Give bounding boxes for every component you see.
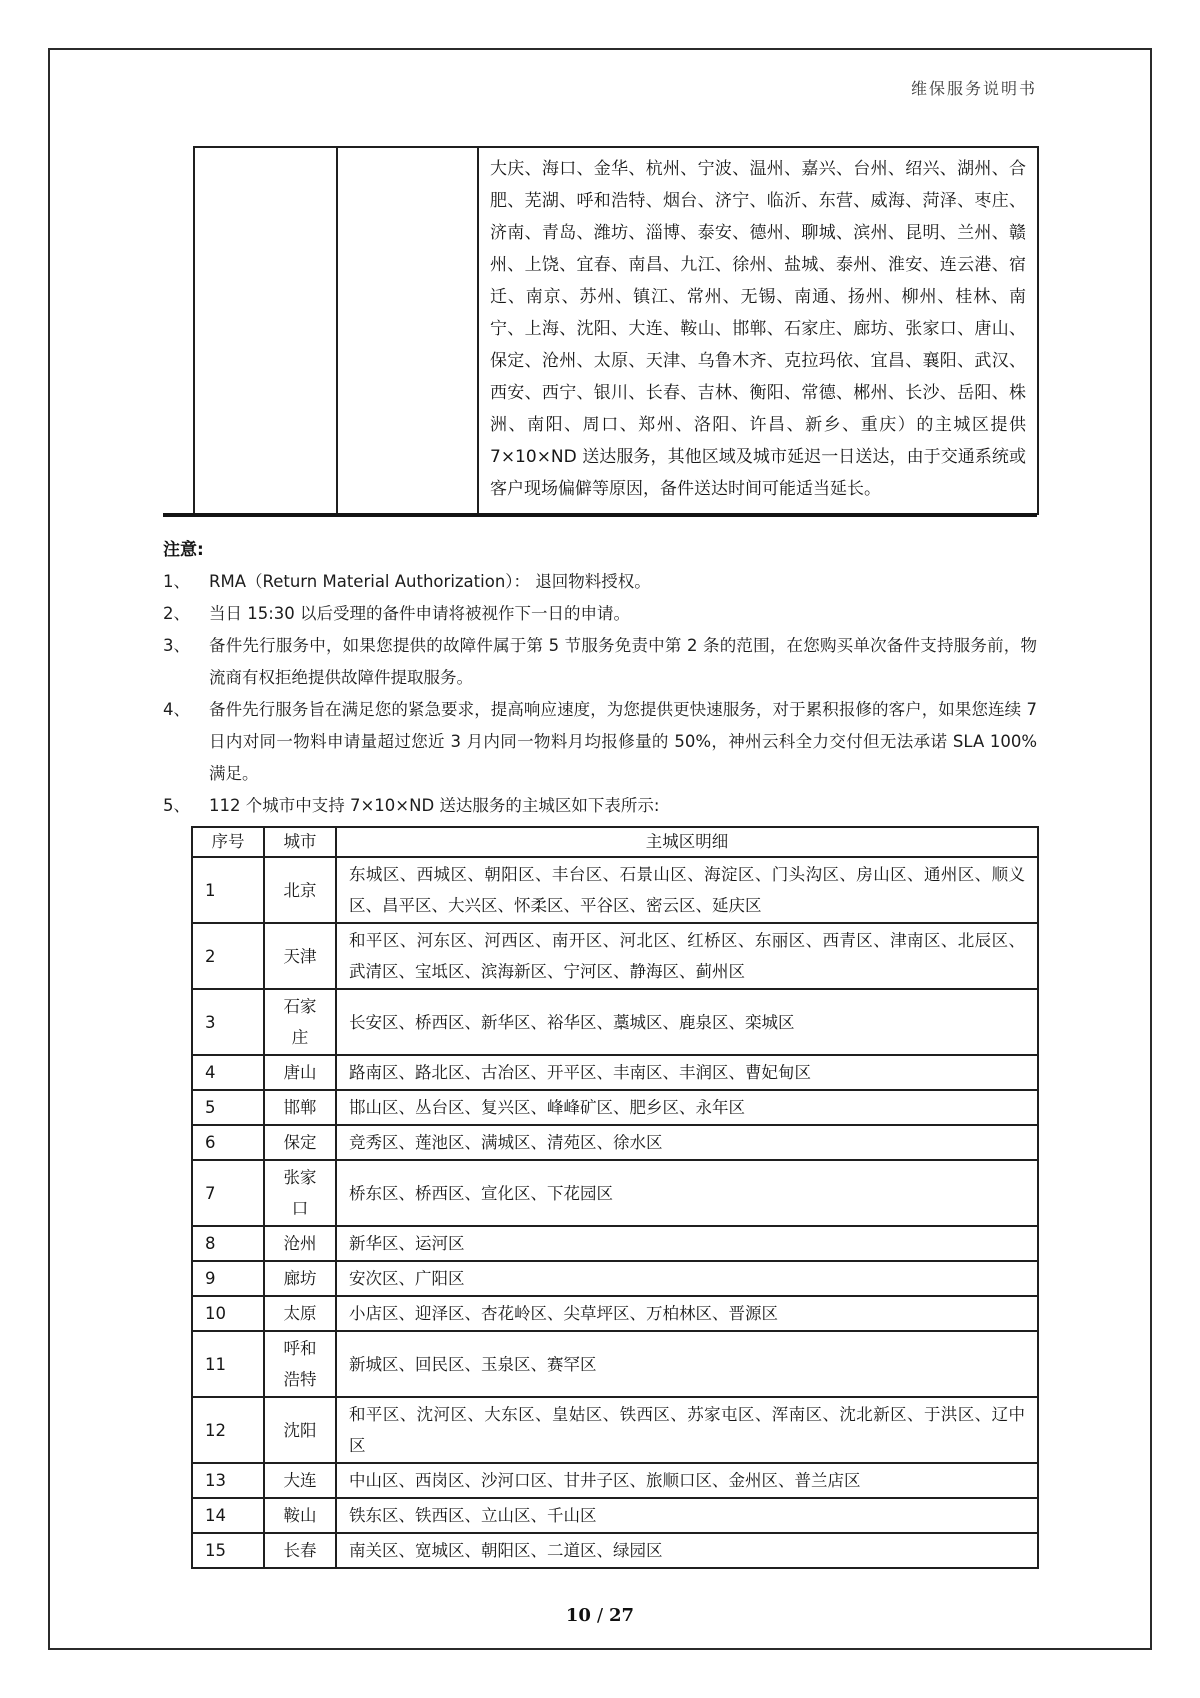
table-row — [192, 1463, 1038, 1498]
spare-cities-cell: 大庆、海口、金华、杭州、宁波、温州、嘉兴、台州、绍兴、湖州、合肥、芜湖、呼和浩特、烟台、济宁、临沂、东营、威海、菏泽、枣庄、济南、青岛、潍坊、淄博、泰安、德州、聊城、滨州、昆明、兰州、赣州、上饶、宜春、南昌、九江、徐州、盐城、泰州、淮安、连云港、宿迁、南京、苏州、镇江、常州、无锡、南通、扬州、柳州、桂林、南宁、上海、沈阳、大连、鞍山、邯郸、石家庄、廊坊、张家口、唐山、保定、沧州、太原、天津、乌鲁木齐、克拉玛依、宜昌、襄阳、武汉、西安、西宁、银川、长春、吉林、衡阳、常德、郴州、长沙、岳阳、株洲、南阳、周口、郑州、洛阳、许昌、新乡、重庆）的主城区提供 7×10×ND 送达服务，其他区域及城市延迟一日送达，由于交通系统或客户现场偏僻等原因，备件送达时间可能适当延长。 — [478, 147, 1038, 514]
districts-cell: 和平区、河东区、河西区、南开区、河北区、红桥区、东丽区、西青区、津南区、北辰区、武清区、宝坻区、滨海新区、宁河区、静海区、蓟州区 — [336, 923, 1038, 989]
row-number-cell: 7 — [192, 1160, 264, 1226]
table-row — [192, 1498, 1038, 1533]
districts-cell: 桥东区、桥西区、宣化区、下花园区 — [336, 1160, 1038, 1226]
districts-cell: 和平区、沈河区、大东区、皇姑区、铁西区、苏家屯区、浑南区、沈北新区、于洪区、辽中区 — [336, 1397, 1038, 1463]
empty-cell — [194, 147, 337, 514]
districts-cell: 中山区、西岗区、沙河口区、甘井子区、旅顺口区、金州区、普兰店区 — [336, 1463, 1038, 1498]
row-number-cell: 13 — [192, 1463, 264, 1498]
table-row — [192, 1533, 1038, 1568]
empty-cell — [337, 147, 478, 514]
total-pages: 27 — [609, 1605, 635, 1626]
column-header-no: 序号 — [192, 827, 264, 857]
table-row — [192, 923, 1038, 989]
table-row — [192, 1090, 1038, 1125]
note-text: 112 个城市中支持 7×10×ND 送达服务的主城区如下表所示: — [209, 796, 660, 815]
note-number: 2、 — [163, 604, 190, 623]
row-number-cell: 9 — [192, 1261, 264, 1296]
note-number: 4、 — [163, 700, 190, 719]
city-cell: 鞍山 — [264, 1498, 336, 1533]
row-number-cell: 11 — [192, 1331, 264, 1397]
row-number-cell: 12 — [192, 1397, 264, 1463]
districts-cell: 新城区、回民区、玉泉区、赛罕区 — [336, 1331, 1038, 1397]
districts-cell: 南关区、宽城区、朝阳区、二道区、绿园区 — [336, 1533, 1038, 1568]
districts-cell: 长安区、桥西区、新华区、裕华区、藁城区、鹿泉区、栾城区 — [336, 989, 1038, 1055]
districts-cell: 竞秀区、莲池区、满城区、清苑区、徐水区 — [336, 1125, 1038, 1160]
districts-cell: 安次区、广阳区 — [336, 1261, 1038, 1296]
city-cell: 沧州 — [264, 1226, 336, 1261]
note-number: 1、 — [163, 572, 190, 591]
lower-content — [163, 513, 1037, 1626]
city-cell: 石家庄 — [264, 989, 336, 1055]
note-item — [163, 566, 1037, 598]
row-number-cell: 8 — [192, 1226, 264, 1261]
note-item — [163, 598, 1037, 630]
note-item — [163, 790, 1037, 822]
note-number: 5、 — [163, 796, 190, 815]
districts-cell: 新华区、运河区 — [336, 1226, 1038, 1261]
city-cell: 长春 — [264, 1533, 336, 1568]
city-cell: 太原 — [264, 1296, 336, 1331]
table-row — [192, 989, 1038, 1055]
page-footer — [163, 1605, 1037, 1626]
table-row — [192, 1397, 1038, 1463]
column-header-city: 城市 — [264, 827, 336, 857]
city-cell: 沈阳 — [264, 1397, 336, 1463]
note-text: 备件先行服务中，如果您提供的故障件属于第 5 节服务免责中第 2 条的范围，在您购买单次备件支持服务前，物流商有权拒绝提供故障件提取服务。 — [209, 636, 1037, 687]
districts-cell: 小店区、迎泽区、杏花岭区、尖草坪区、万柏林区、晋源区 — [336, 1296, 1038, 1331]
section-divider — [163, 513, 1037, 517]
row-number-cell: 1 — [192, 857, 264, 923]
city-cell: 保定 — [264, 1125, 336, 1160]
city-cell: 天津 — [264, 923, 336, 989]
spare-delivery-table — [193, 146, 1039, 515]
note-text: RMA（Return Material Authorization）： 退回物料授权。 — [209, 572, 651, 591]
districts-cell: 路南区、路北区、古冶区、开平区、丰南区、丰润区、曹妃甸区 — [336, 1055, 1038, 1090]
table-row — [192, 1261, 1038, 1296]
row-number-cell: 4 — [192, 1055, 264, 1090]
city-cell: 张家口 — [264, 1160, 336, 1226]
page-separator: / — [596, 1605, 604, 1626]
notes-heading: 注意: — [163, 540, 204, 560]
city-cell: 北京 — [264, 857, 336, 923]
note-number: 3、 — [163, 636, 190, 655]
page-title: 维保服务说明书 — [910, 79, 1037, 98]
table-row — [192, 1331, 1038, 1397]
city-districts-table — [191, 826, 1039, 1569]
page-number: 10 — [565, 1605, 591, 1626]
table-row — [192, 1160, 1038, 1226]
table-row — [192, 1125, 1038, 1160]
table-row — [192, 857, 1038, 923]
row-number-cell: 15 — [192, 1533, 264, 1568]
note-item — [163, 694, 1037, 790]
table-row — [192, 1226, 1038, 1261]
city-cell: 大连 — [264, 1463, 336, 1498]
row-number-cell: 14 — [192, 1498, 264, 1533]
table-header-row — [192, 827, 1038, 857]
row-number-cell: 6 — [192, 1125, 264, 1160]
table-row — [192, 1296, 1038, 1331]
city-cell: 呼和浩特 — [264, 1331, 336, 1397]
column-header-districts: 主城区明细 — [336, 827, 1038, 857]
table-row — [192, 1055, 1038, 1090]
row-number-cell: 5 — [192, 1090, 264, 1125]
note-item — [163, 630, 1037, 694]
row-number-cell: 10 — [192, 1296, 264, 1331]
note-text: 备件先行服务旨在满足您的紧急要求，提高响应速度，为您提供更快速服务，对于累积报修的客户，如果您连续 7 日内对同一物料申请量超过您近 3 月内同一物料月均报修量的 50%，神州云科全力交付但无法承诺 SLA 100%满足。 — [209, 700, 1037, 783]
row-number-cell: 3 — [192, 989, 264, 1055]
districts-cell: 东城区、西城区、朝阳区、丰台区、石景山区、海淀区、门头沟区、房山区、通州区、顺义区、昌平区、大兴区、怀柔区、平谷区、密云区、延庆区 — [336, 857, 1038, 923]
districts-cell: 邯山区、丛台区、复兴区、峰峰矿区、肥乡区、永年区 — [336, 1090, 1038, 1125]
city-cell: 廊坊 — [264, 1261, 336, 1296]
row-number-cell: 2 — [192, 923, 264, 989]
city-cell: 唐山 — [264, 1055, 336, 1090]
city-cell: 邯郸 — [264, 1090, 336, 1125]
table-row — [194, 147, 1038, 514]
note-text: 当日 15:30 以后受理的备件申请将被视作下一日的申请。 — [209, 604, 631, 623]
districts-cell: 铁东区、铁西区、立山区、千山区 — [336, 1498, 1038, 1533]
